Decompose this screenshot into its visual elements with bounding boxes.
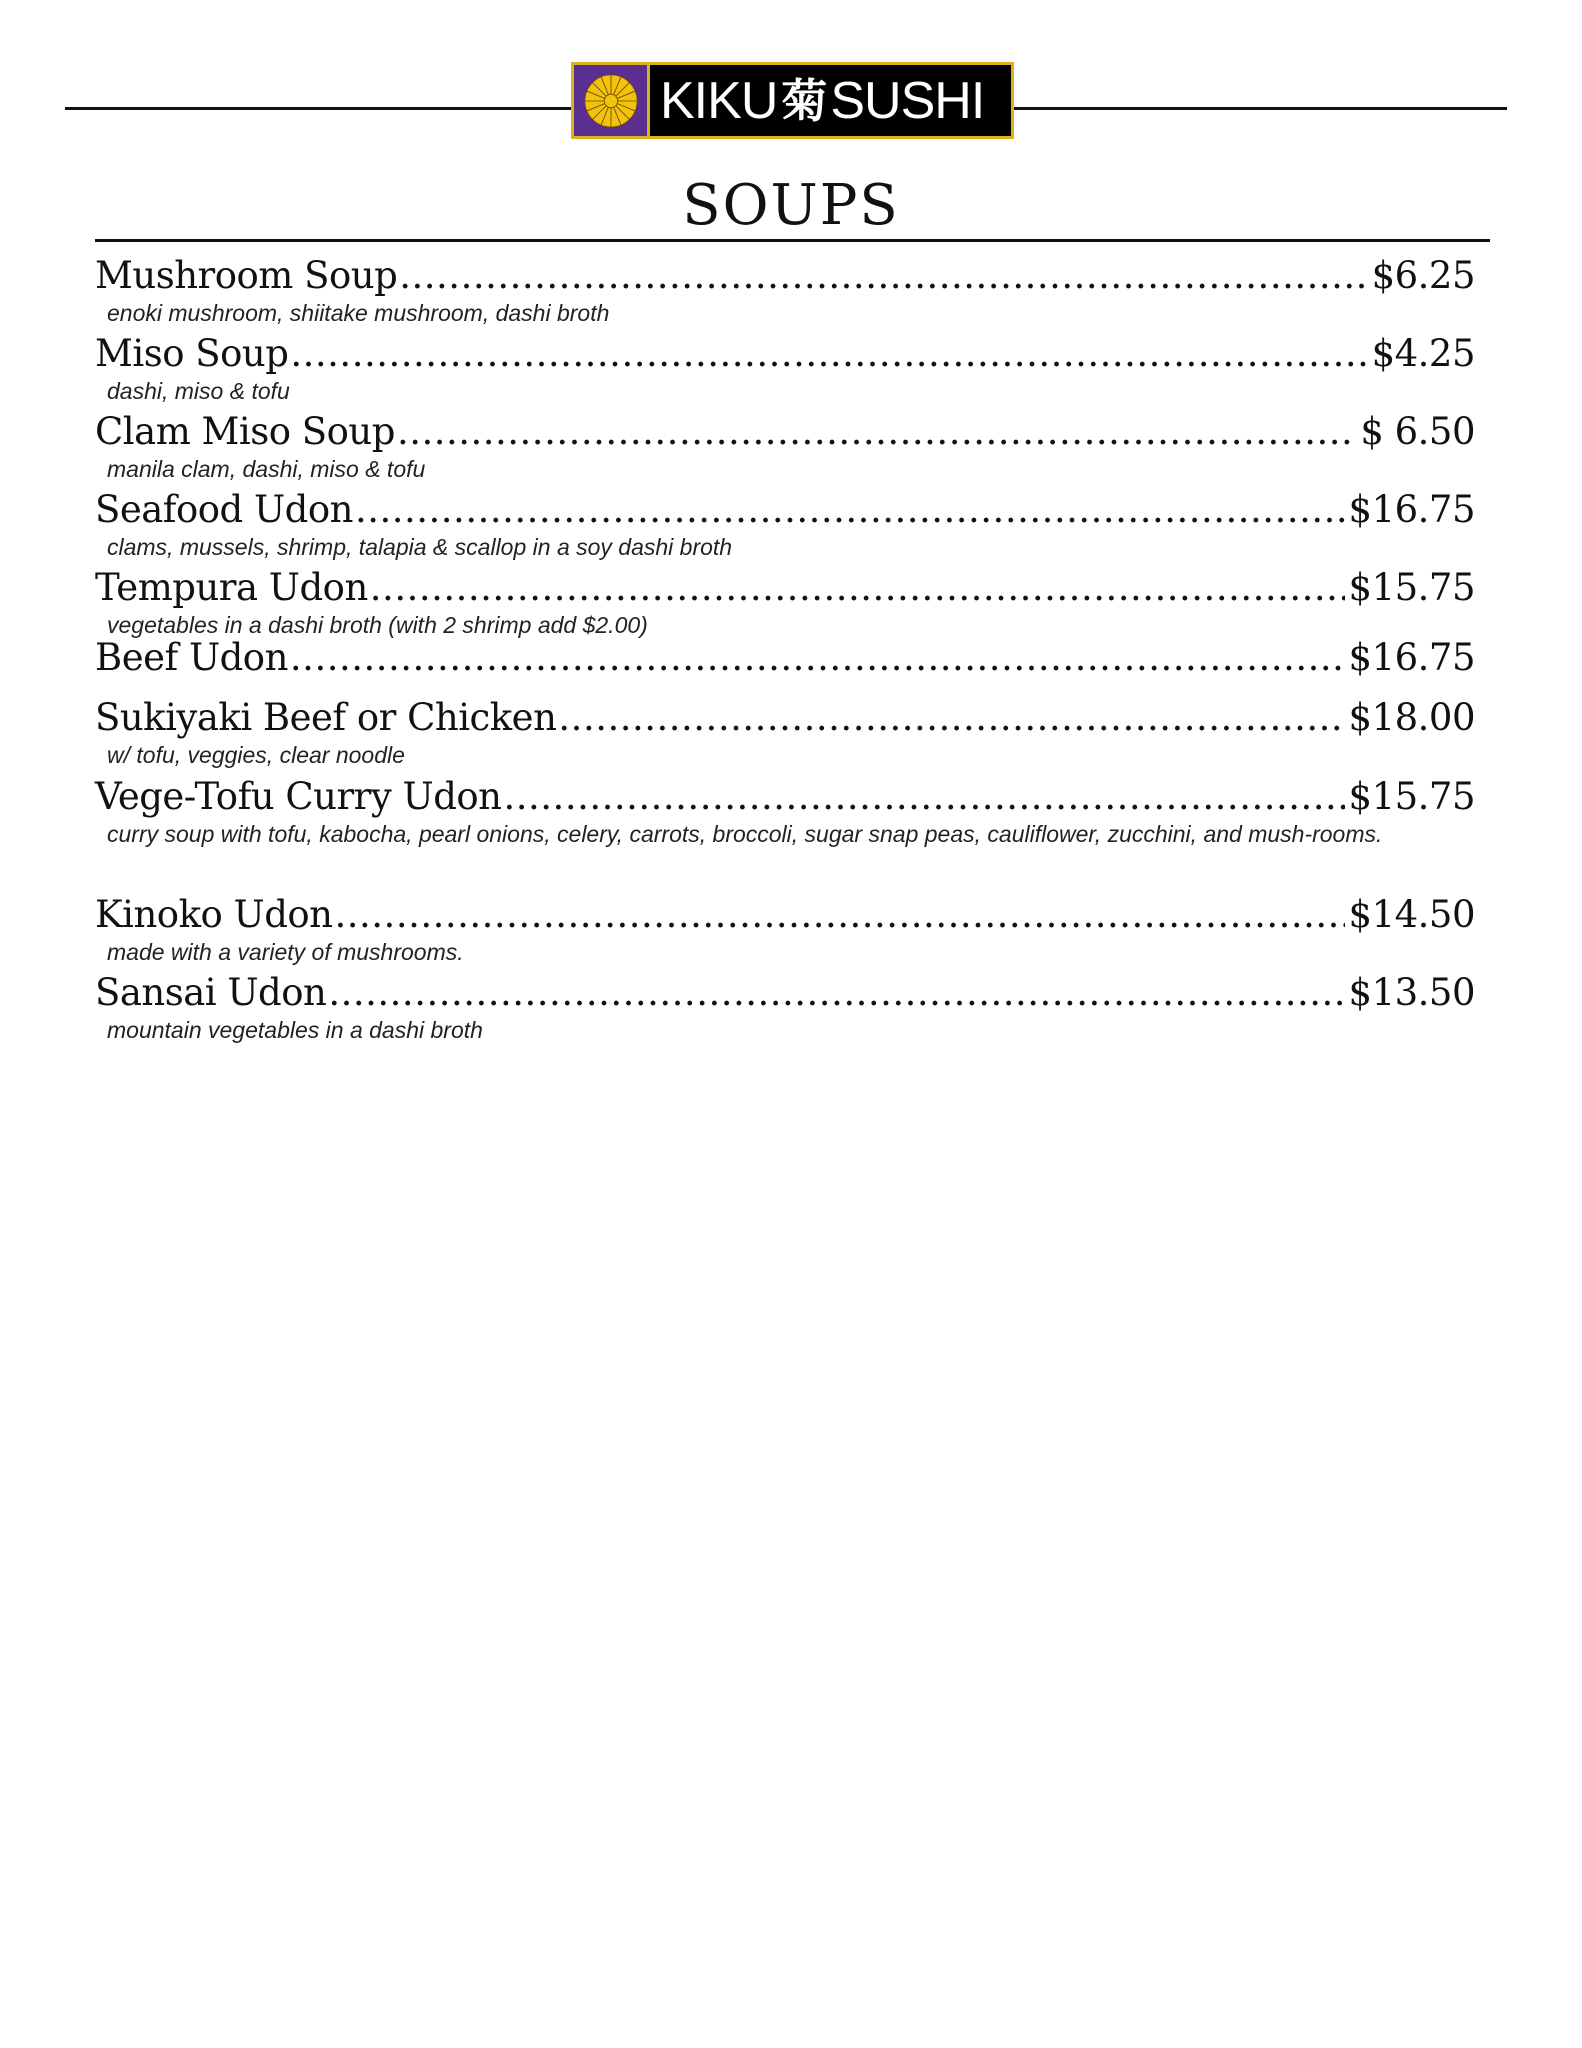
item-price: $16.75 [1348, 636, 1475, 679]
item-name: Miso Soup [95, 332, 289, 375]
menu-item [95, 254, 1490, 329]
header-rule-right [1010, 107, 1507, 110]
menu-item [95, 488, 1490, 563]
dot-leader [558, 696, 1344, 740]
dot-leader [399, 254, 1367, 298]
section-title-rule [95, 239, 1490, 242]
item-name: Seafood Udon [95, 488, 353, 531]
menu-item [95, 410, 1490, 485]
item-description: mountain vegetables in a dashi broth [107, 1017, 483, 1043]
item-name: Clam Miso Soup [95, 410, 395, 453]
item-description: clams, mussels, shrimp, talapia & scallop in a soy dashi broth [107, 534, 733, 560]
item-name: Beef Udon [95, 636, 288, 679]
header-rule-left [65, 107, 575, 110]
item-price: $15.75 [1348, 775, 1475, 818]
item-price: $4.25 [1371, 332, 1475, 375]
menu-item [95, 332, 1490, 407]
item-price: $13.50 [1348, 971, 1475, 1014]
item-price: $16.75 [1348, 488, 1475, 531]
logo-wordmark [660, 71, 985, 130]
item-description: manila clam, dashi, miso & tofu [107, 456, 426, 482]
logo-text-sushi: SUSHI [830, 71, 985, 130]
item-name: Vege-Tofu Curry Udon [95, 775, 502, 818]
item-description: curry soup with tofu, kabocha, pearl onions, celery, carrots, broccoli, sugar snap peas, cauliflower, zucchini, and mush-rooms. [107, 821, 1383, 847]
item-description: dashi, miso & tofu [107, 378, 290, 404]
item-name: Sansai Udon [95, 971, 327, 1014]
item-price: $ 6.50 [1360, 410, 1475, 453]
restaurant-logo [571, 62, 1014, 139]
logo-text-kiku: KIKU [660, 71, 778, 130]
dot-leader [355, 488, 1345, 532]
chrysanthemum-icon [574, 65, 650, 136]
dot-leader [504, 775, 1345, 819]
logo-kanji: 菊 [781, 73, 827, 128]
item-price: $14.50 [1348, 893, 1475, 936]
section-title: SOUPS [682, 173, 900, 238]
dot-leader [290, 332, 1367, 376]
item-description: made with a variety of mushrooms. [107, 939, 464, 965]
dot-leader [370, 566, 1345, 610]
item-name: Sukiyaki Beef or Chicken [95, 696, 557, 739]
dot-leader [335, 893, 1345, 937]
item-description: w/ tofu, veggies, clear noodle [107, 742, 405, 768]
item-name: Tempura Udon [95, 566, 368, 609]
item-price: $15.75 [1348, 566, 1475, 609]
item-description: enoki mushroom, shiitake mushroom, dashi broth [107, 300, 610, 326]
dot-leader [328, 971, 1344, 1015]
item-price: $18.00 [1348, 696, 1475, 739]
menu-item [95, 971, 1490, 1046]
menu-item [95, 636, 1490, 680]
menu-item [95, 775, 1490, 850]
item-description: vegetables in a dashi broth (with 2 shrimp add $2.00) [107, 612, 648, 638]
item-name: Kinoko Udon [95, 893, 333, 936]
item-name: Mushroom Soup [95, 254, 398, 297]
menu-item [95, 566, 1490, 641]
menu-item [95, 696, 1490, 771]
dot-leader [397, 410, 1356, 454]
menu-item [95, 893, 1490, 968]
item-price: $6.25 [1371, 254, 1475, 297]
dot-leader [290, 636, 1345, 680]
